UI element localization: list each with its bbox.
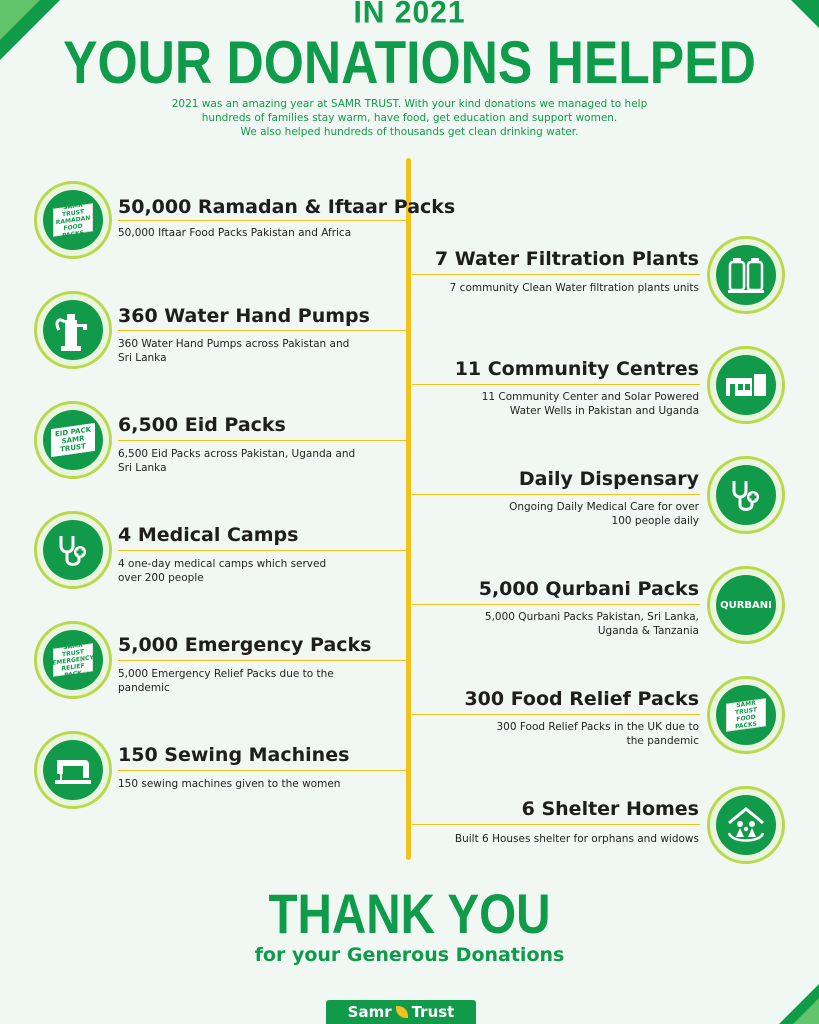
intro-line: hundreds of families stay warm, have food, get education and support women. [201,112,618,124]
stat-description [409,500,699,528]
description-line: 4 one-day medical camps which served [118,558,327,570]
stat-description [118,777,388,791]
description-line: Built 6 Houses shelter for orphans and widows [454,833,699,845]
description-line: 300 Food Relief Packs in the UK due to [496,721,699,733]
description-line: over 200 people [118,572,204,584]
divider [118,220,408,221]
sewing-machine-icon [34,731,112,809]
stat-description [118,557,388,585]
thank-you-subtitle: for your Generous Donations [254,944,565,966]
divider [412,384,700,385]
divider [118,330,408,331]
box-glyph: SAMR TRUST RAMADAN FOOD PACKS [53,203,93,237]
description-line: Sri Lanka [118,352,167,364]
stat-title: Daily Dispensary [518,468,699,490]
description-line: 360 Water Hand Pumps across Pakistan and [118,338,350,350]
stat-title: 7 Water Filtration Plants [434,248,699,270]
divider [118,550,408,551]
stat-description [118,226,388,240]
description-line: 5,000 Qurbani Packs Pakistan, Sri Lanka, [484,611,699,623]
stat-title: 6,500 Eid Packs [118,414,286,436]
description-line: 6,500 Eid Packs across Pakistan, Uganda and [118,448,356,460]
divider [412,714,700,715]
page-title: YOUR DONATIONS HELPED [63,29,756,96]
divider [118,440,408,441]
description-line: Ongoing Daily Medical Care for over [509,501,699,513]
stat-title: 50,000 Ramadan & Iftaar Packs [118,196,456,218]
intro-text [100,97,719,139]
stat-description [409,281,699,295]
description-line: Uganda & Tanzania [597,625,699,637]
qurbani-glyph: QURBANI [720,599,772,611]
community-centre-glyph [724,370,768,400]
description-line: 150 sewing machines given to the women [118,778,341,790]
description-line: Sri Lanka [118,462,167,474]
box-glyph: SAMR TRUST EMERGENCY RELIEF PACK [52,641,94,679]
stat-description [409,610,699,638]
food-box-icon [707,676,785,754]
stat-title: 6 Shelter Homes [521,798,699,820]
divider [412,604,700,605]
description-line: pandemic [118,682,170,694]
stat-title: 11 Community Centres [454,358,699,380]
water-filtration-glyph [726,254,766,296]
divider [118,770,408,771]
thank-you-heading: THANK YOU [268,882,551,945]
stat-title: 300 Food Relief Packs [464,688,699,710]
description-line: 7 community Clean Water filtration plants units [449,282,699,294]
stat-title: 5,000 Emergency Packs [118,634,372,656]
hand-pump-glyph [53,308,93,352]
intro-line: We also helped hundreds of thousands get clean drinking water. [240,126,579,138]
sewing-machine-glyph [51,752,95,788]
eid-box-icon [34,401,112,479]
divider [412,494,700,495]
stethoscope-icon [707,456,785,534]
divider [118,660,408,661]
shelter-home-glyph [725,805,767,845]
stethoscope-icon [34,511,112,589]
stat-title: 4 Medical Camps [118,524,299,546]
description-line: Water Wells in Pakistan and Uganda [509,405,699,417]
emergency-box-icon [34,621,112,699]
stat-description [409,720,699,748]
samr-trust-logo [326,1000,476,1024]
hand-pump-icon [34,291,112,369]
box-glyph: EID PACK SAMR TRUST [51,423,95,457]
stat-description [409,390,699,418]
divider [412,274,700,275]
description-line: 100 people daily [611,515,699,527]
shelter-home-icon [707,786,785,864]
leaf-icon [396,1006,408,1018]
box-glyph: SAMR TRUST FOOD PACKS [726,698,766,732]
description-line: the pandemic [626,735,699,747]
subheading: IN 2021 [353,0,466,30]
stat-description [118,447,388,475]
divider [412,824,700,825]
stat-title: 360 Water Hand Pumps [118,305,370,327]
logo-text-left: Samr [347,1003,392,1021]
stethoscope-glyph [726,475,766,515]
logo-text-right: Trust [411,1003,455,1021]
qurbani-icon [707,566,785,644]
community-centre-icon [707,346,785,424]
stat-description [409,832,699,846]
description-line: 5,000 Emergency Relief Packs due to the [118,668,334,680]
stat-description [118,667,388,695]
stat-title: 150 Sewing Machines [118,744,350,766]
description-line: 50,000 Iftaar Food Packs Pakistan and Africa [118,227,352,239]
stat-title: 5,000 Qurbani Packs [478,578,699,600]
ramadan-box-icon [34,181,112,259]
corner-decoration-bottom-right-light [793,998,819,1024]
water-filtration-icon [707,236,785,314]
description-line: 11 Community Center and Solar Powered [481,391,699,403]
intro-line: 2021 was an amazing year at SAMR TRUST. With your kind donations we managed to help [171,98,648,110]
stethoscope-glyph [53,530,93,570]
stat-description [118,337,388,365]
